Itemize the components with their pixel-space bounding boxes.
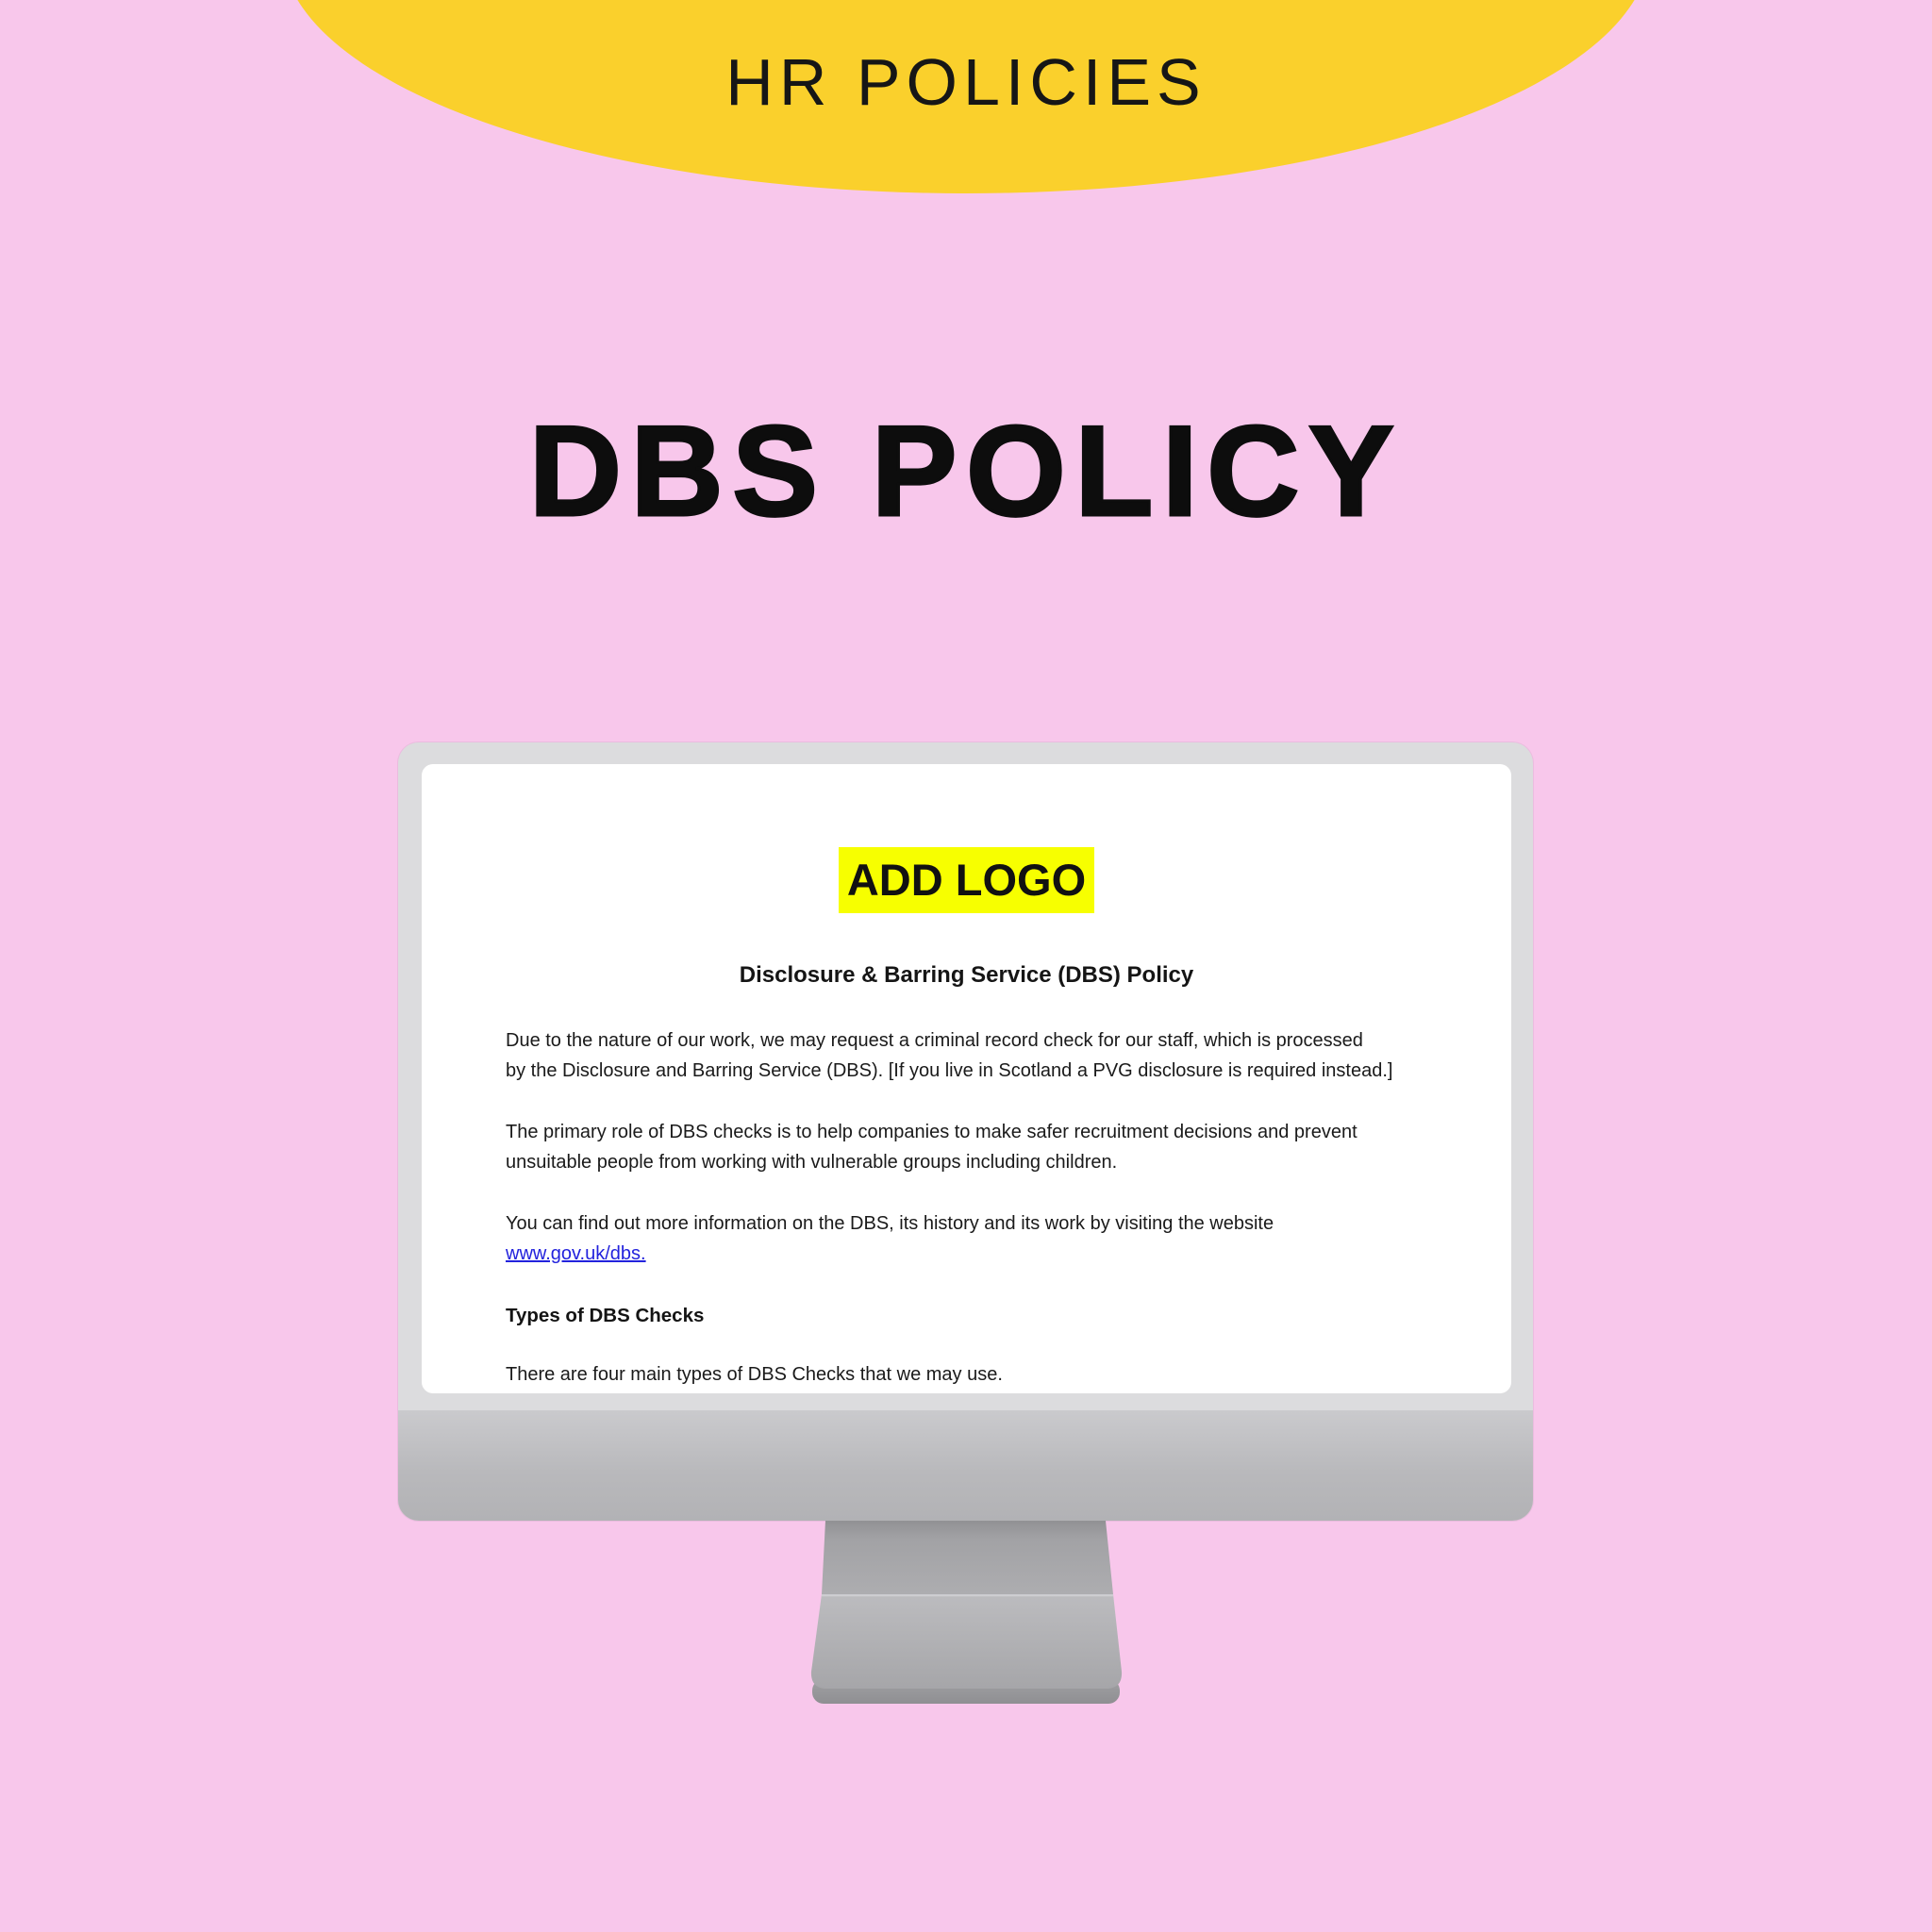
document-title: Disclosure & Barring Service (DBS) Policy	[739, 962, 1194, 988]
banner-title: HR POLICIES	[725, 45, 1207, 119]
doc-line: You can find out more information on the DBS, its history and its work by visiting the website	[506, 1213, 1274, 1234]
doc-line: Due to the nature of our work, we may request a criminal record check for our staff, which is processed	[506, 1030, 1363, 1051]
monitor-stand	[792, 1521, 1141, 1709]
doc-line	[506, 1240, 1474, 1270]
link-suffix: .	[641, 1242, 646, 1264]
policy-document	[422, 764, 1511, 1393]
closing-line: There are four main types of DBS Checks that we may use.	[506, 1364, 1003, 1385]
section-heading: Types of DBS Checks	[506, 1305, 705, 1326]
logo-placeholder: ADD LOGO	[839, 847, 1094, 913]
stand-foot	[811, 1594, 1122, 1689]
monitor-screen	[422, 764, 1511, 1393]
imac-monitor	[398, 742, 1533, 1521]
stand-neck	[822, 1521, 1113, 1594]
doc-line: by the Disclosure and Barring Service (DBS). [If you live in Scotland a PVG disclosure is required instead.]	[506, 1059, 1393, 1081]
doc-paragraph	[506, 1118, 1474, 1177]
doc-line: The primary role of DBS checks is to help companies to make safer recruitment decisions and prevent	[506, 1122, 1357, 1142]
doc-paragraph	[506, 1209, 1474, 1269]
doc-paragraph	[506, 1026, 1474, 1086]
dbs-website-link[interactable]: www.gov.uk/dbs	[506, 1242, 641, 1264]
monitor-chin	[398, 1410, 1533, 1521]
doc-line: unsuitable people from working with vulnerable groups including children.	[506, 1151, 1118, 1173]
poster-title: DBS POLICY	[528, 399, 1404, 542]
logo-placeholder-row	[422, 847, 1511, 913]
